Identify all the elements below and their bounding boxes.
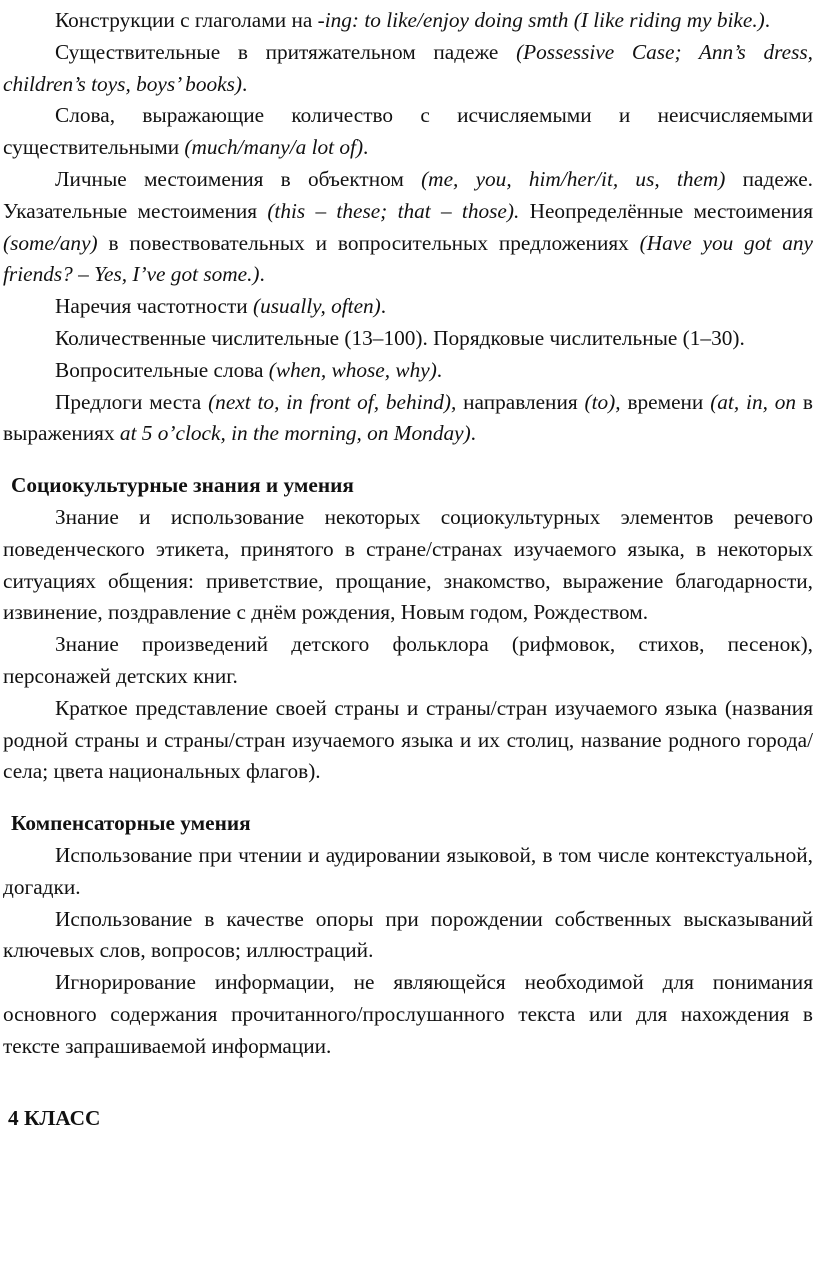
paragraph-ignoring: Игнорирование информации, не являющейся необходимой для понимания основного содержания прочитанного/прослушанного текста или для нахождения в тексте запрашиваемой информации. [3,970,813,1058]
section-heading-sociocultural: Социокультурные знания и умения [11,473,354,498]
paragraph-numerals: Количественные числительные (13–100). Порядковые числительные (1–30). [55,325,745,350]
spacer [3,1063,813,1103]
paragraph-country-presentation: Краткое представление своей страны и страны/стран изучаемого языка (названия родной страны и страны/стран изучаемого языка и их столиц, название родного города/села; цвета национальных флагов). [3,695,813,784]
spacer [3,788,813,808]
section-heading-compensatory: Компенсаторные умения [11,811,251,836]
paragraph-possessive-case: Существительные в притяжательном падеже (Possessive Case; Ann’s dress, children’s toys, boys’ books). [3,39,814,96]
paragraph-prepositions: Предлоги места (next to, in front of, behind), направления (to), времени (at, in, on в выражениях at 5 o’clock, in the morning, on Monday). [3,389,813,446]
paragraph-adverbs: Наречия частотности (usually, often). [55,294,387,319]
paragraph-guessing: Использование при чтении и аудировании языковой, в том числе контекстуальной, догадки. [3,842,813,899]
grade-heading: 4 КЛАСС [8,1105,101,1130]
paragraph-verb-constructions: Конструкции с глаголами на -ing: to like/enjoy doing smth (I like riding my bike.). [55,8,771,32]
paragraph-question-words: Вопросительные слова (when, whose, why). [55,357,443,382]
spacer [3,450,813,470]
paragraph-support: Использование в качестве опоры при порождении собственных высказываний ключевых слов, вопросов; иллюстраций. [3,906,813,963]
paragraph-pronouns: Личные местоимения в объектном (me, you, him/her/it, us, them) падеже. Указательные местоимения (this – these; that – those). Неопределённые местоимения (some/any) в повествовательных и вопросительных предложениях (Have you got any friends? – Yes, I’ve got some.). [3,166,813,287]
paragraph-folklore: Знание произведений детского фольклора (рифмовок, стихов, песенок), персонажей детских книг. [3,632,813,688]
paragraph-quantity-words: Слова, выражающие количество с исчисляемыми и неисчисляемыми существительными (much/many/a lot of). [3,103,813,160]
paragraph-etiquette: Знание и использование некоторых социокультурных элементов речевого поведенческого этикета, принятого в стране/странах изучаемого языка, в некоторых ситуациях общения: приветствие, прощание, знакомство, выражение благодарности, извинение, поздравление с днём рождения, Новым годом, Рождеством. [3,504,813,625]
